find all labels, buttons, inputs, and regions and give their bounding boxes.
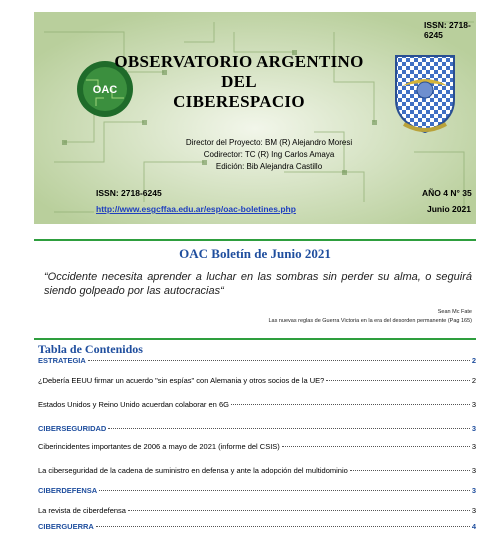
month-year: Junio 2021 (427, 204, 471, 214)
divider (34, 338, 476, 340)
toc-entry[interactable] (38, 506, 476, 515)
toc-entry-label: CIBERGUERRA (38, 522, 94, 531)
toc-heading: Tabla de Contenidos (38, 342, 143, 356)
credit-director: Director del Proyecto: BM (R) Alejandro Moresi (185, 138, 353, 147)
toc-entry-page: 3 (471, 400, 476, 409)
quote-author: Sean Mc Fate (437, 309, 472, 315)
toc-entry[interactable] (38, 442, 476, 451)
quote-source: Las nuevas reglas de Guerra Victoria en la era del desorden permanente (Pag 165) (268, 318, 472, 324)
issn-bottom: ISSN: 2718-6245 (96, 188, 162, 198)
toc-leader-dots (350, 470, 470, 471)
toc-leader-dots (99, 490, 470, 491)
toc-entry-label: Estados Unidos y Reino Unido acuerdan colaborar en 6G (38, 400, 229, 409)
shield-emblem-icon (390, 50, 460, 138)
toc-entry-page: 3 (471, 424, 476, 433)
credits-block (154, 137, 384, 173)
divider (34, 239, 476, 241)
oac-logo-text: OAC (92, 84, 118, 96)
title-line-3: CIBERESPACIO (173, 92, 305, 111)
toc-leader-dots (108, 428, 469, 429)
toc-entry-label: ¿Debería EEUU firmar un acuerdo "sin espías" con Alemania y otros socios de la UE? (38, 376, 325, 385)
toc-leader-dots (231, 404, 470, 405)
credit-edition: Edición: Bib Alejandra Castillo (215, 162, 323, 171)
credit-codirector: Codirector: TC (R) Ing Carlos Amaya (203, 150, 335, 159)
toc-entry-page: 3 (471, 442, 476, 451)
toc-entry-label: CIBERDEFENSA (38, 486, 98, 495)
toc-section-entry[interactable] (38, 356, 476, 365)
toc-entry-label: CIBERSEGURIDAD (38, 424, 107, 433)
toc-entry-label: La revista de ciberdefensa (38, 506, 126, 515)
header-banner (34, 12, 476, 224)
toc-entry-page: 2 (471, 356, 476, 365)
toc-entry-page: 3 (471, 466, 476, 475)
toc-entry-page: 4 (471, 522, 476, 531)
year-issue: AÑO 4 N° 35 (422, 188, 472, 198)
toc-entry-page: 3 (471, 506, 476, 515)
toc-entry-label: La ciberseguridad de la cadena de suministro en defensa y ante la adopción del multidominio (38, 466, 348, 475)
toc-entry-label: ESTRATEGIA (38, 356, 86, 365)
title-line-2: DEL (221, 72, 257, 91)
toc-entry[interactable] (38, 466, 476, 475)
toc-leader-dots (88, 360, 470, 361)
title-line-1: OBSERVATORIO ARGENTINO (114, 52, 364, 71)
issn-top: ISSN: 2718-6245 (424, 20, 471, 40)
bulletins-link[interactable]: http://www.esgcffaa.edu.ar/esp/oac-boletines.php (96, 204, 296, 214)
toc-leader-dots (96, 526, 470, 527)
toc-leader-dots (128, 510, 470, 511)
toc-leader-dots (326, 380, 470, 381)
toc-entry-page: 3 (471, 486, 476, 495)
toc-section-entry[interactable] (38, 486, 476, 495)
toc-entry[interactable] (38, 376, 476, 385)
toc-entry-page: 2 (471, 376, 476, 385)
toc-section-entry[interactable] (38, 424, 476, 433)
bulletin-title: OAC Boletín de Junio 2021 (179, 246, 331, 261)
toc-leader-dots (282, 446, 470, 447)
toc-entry-label: Ciberincidentes importantes de 2006 a mayo de 2021 (informe del CSIS) (38, 442, 280, 451)
toc-entry[interactable] (38, 400, 476, 409)
epigraph-quote: “Occidente necesita aprender a luchar en las sombras sin perder su alma, o seguirá siendo golpeado por las autocracias“ (44, 271, 472, 297)
toc-section-entry[interactable] (38, 522, 476, 531)
